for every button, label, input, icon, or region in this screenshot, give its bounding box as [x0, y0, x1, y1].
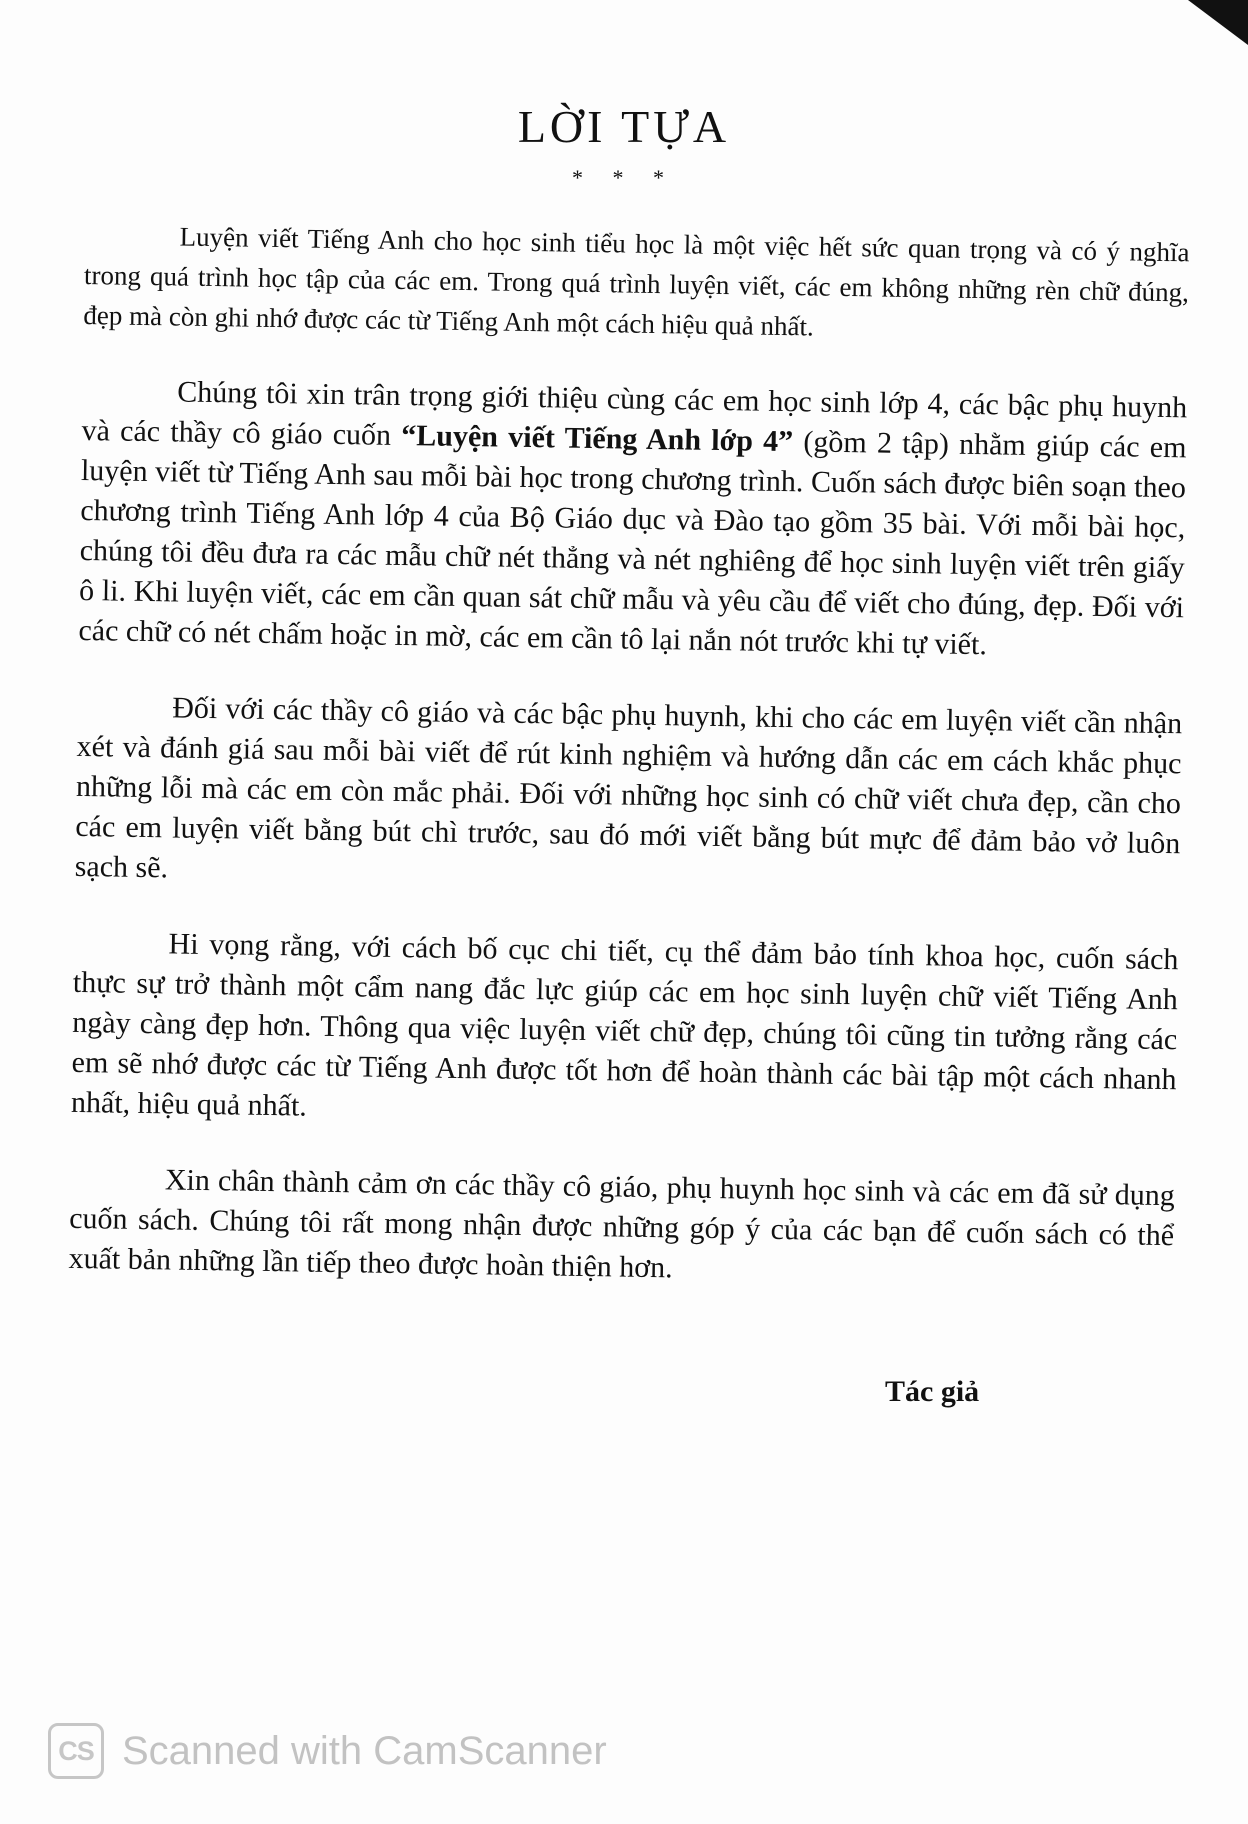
camscanner-watermark	[48, 1723, 607, 1779]
camscanner-logo-icon: CS	[48, 1723, 104, 1779]
paragraph-2	[78, 371, 1187, 668]
paragraph-3: Đối với các thầy cô giáo và các bậc phụ huynh, khi cho các em luyện viết cần nhận xét và đánh giá sau mỗi bài viết để rút kinh nghiệm và hướng dẫn các em cách khắc phục những lỗi mà các em còn mắc phải. Đối với những học sinh có chữ viết chưa đẹp, cần cho các em luyện viết bằng bút chì trước, sau đó mới viết bằng bút mực để đảm bảo vở luôn sạch sẽ.	[74, 691, 1183, 885]
preface-body	[68, 215, 1190, 1296]
paragraph-5: Xin chân thành cảm ơn các thầy cô giáo, phụ huynh học sinh và các em đã sử dụng cuốn sách. Chúng tôi rất mong nhận được những góp ý của các bạn để cuốn sách có thể xuất bản những lần tiếp theo được hoàn thiện hơn.	[68, 1163, 1175, 1285]
book-title: “Luyện viết Tiếng Anh lớp 4”	[401, 418, 794, 459]
paragraph-2-intro: Chúng tôi xin trân trọng giới thiệu cùng các em học sinh lớp 4, các bậc phụ huynh và các thầy cô giáo cuốn	[81, 375, 1188, 452]
page-title: LỜI TỰA	[517, 101, 731, 152]
paragraph-1: Luyện viết Tiếng Anh cho học sinh tiểu học là một việc hết sức quan trọng và có ý nghĩa trong quá trình học tập của các em. Trong quá trình luyện viết, các em không những rèn chữ đúng, đẹp mà còn ghi nhớ được các từ Tiếng Anh một cách hiệu quả nhất.	[83, 221, 1190, 342]
paragraph-4: Hi vọng rằng, với cách bố cục chi tiết, cụ thể đảm bảo tính khoa học, cuốn sách thực sự trở thành một cẩm nang đắc lực giúp các em học sinh luyện chữ viết Tiếng Anh ngày càng đẹp hơn. Thông qua việc luyện viết chữ đẹp, chúng tôi cũng tin tưởng rằng các em sẽ nhớ được các từ Tiếng Anh được tốt hơn để hoàn thành các bài tập một cách nhanh nhất, hiệu quả nhất.	[70, 927, 1179, 1123]
watermark-text: Scanned with CamScanner	[122, 1728, 607, 1773]
paragraph-2-rest: (gồm 2 tập) nhằm giúp các em luyện viết từ Tiếng Anh sau mỗi bài học trong chương trình. Cuốn sách được biên soạn theo chương trình Tiếng Anh lớp 4 của Bộ Giáo dục và Đào tạo gồm 35 bài. Với mỗi bài học, chúng tôi đều đưa ra các mẫu chữ nét thẳng và nét nghiêng để học sinh luyện viết trên giấy ô li. Khi luyện viết, các em cần quan sát chữ mẫu và yêu cầu để viết cho đúng, đẹp. Đối với các chữ có nét chấm hoặc in mờ, các em cần tô lại nắn nót trước khi tự viết.	[78, 425, 1187, 662]
author-signature: Tác giả	[885, 1375, 980, 1408]
title-ornament: * * *	[572, 165, 676, 190]
scan-corner-shadow	[1158, 0, 1248, 60]
